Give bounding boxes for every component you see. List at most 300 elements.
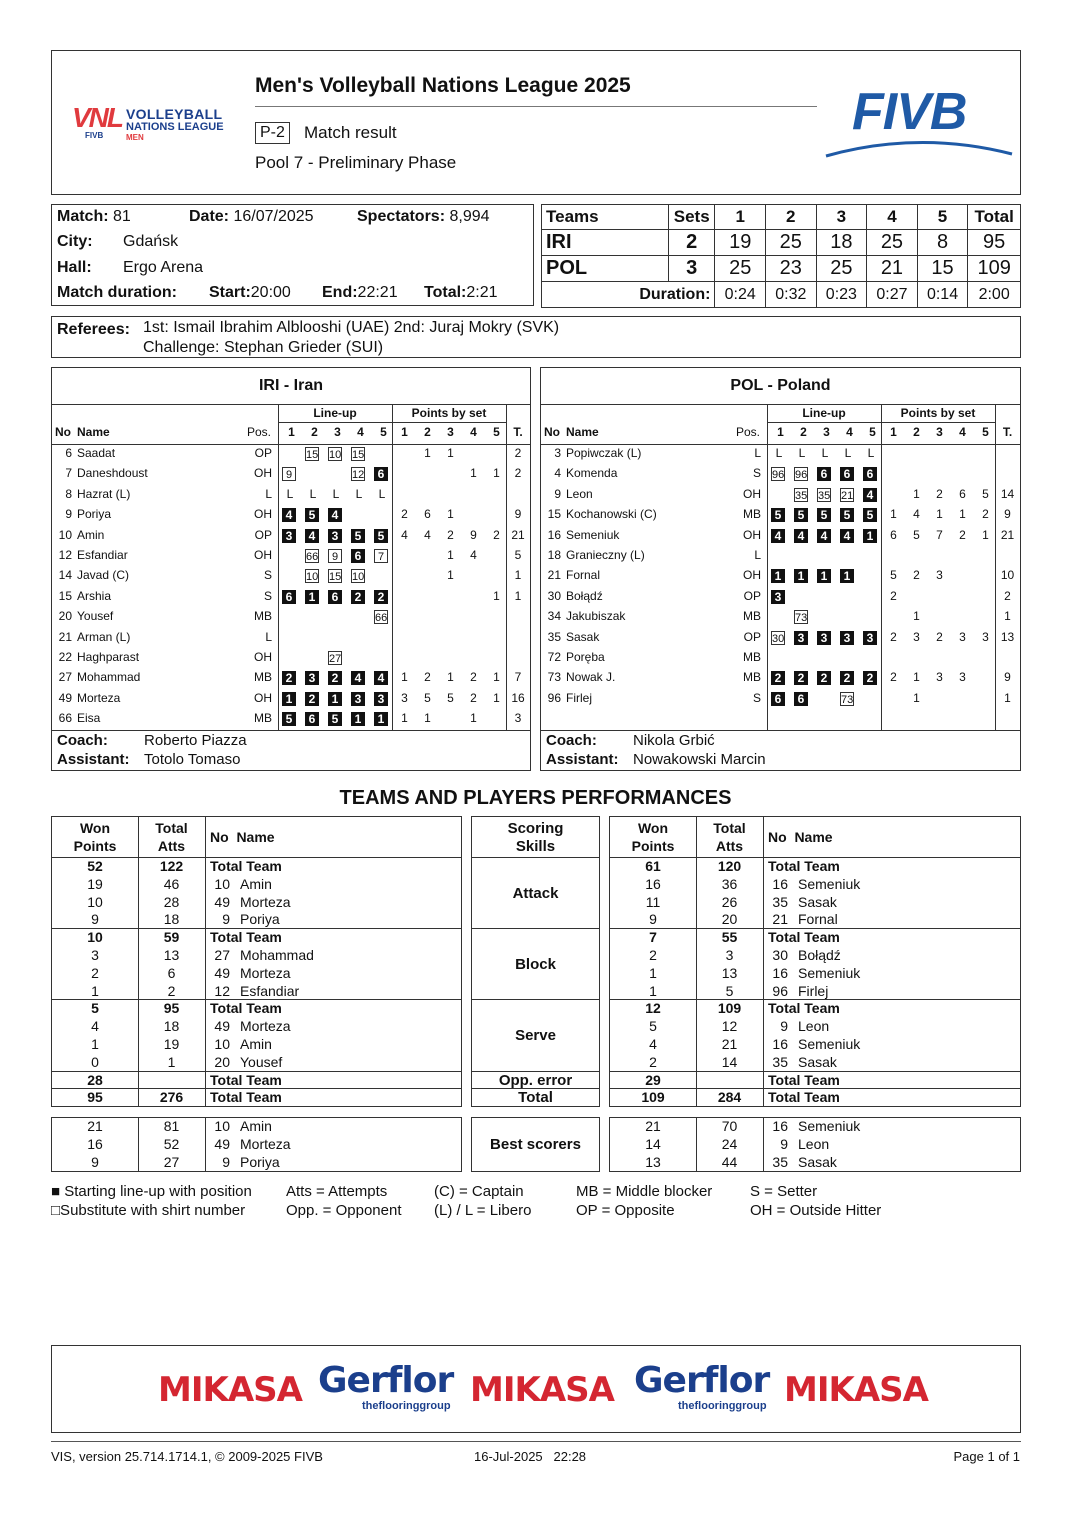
perf-block bbox=[51, 1071, 462, 1090]
perf-atts-header: Atts bbox=[157, 838, 186, 854]
perf-player-name: Amin bbox=[240, 875, 272, 892]
points-by-set: 1 bbox=[470, 466, 477, 481]
lineup-start-position: 6 bbox=[351, 549, 365, 563]
perf-col-divider bbox=[138, 1072, 206, 1089]
player-number: 22 bbox=[58, 650, 72, 664]
perf-player-name: Semeniuk bbox=[798, 964, 861, 981]
points-by-set: 2 bbox=[890, 670, 897, 685]
lineup-start-position: 2 bbox=[771, 671, 785, 685]
gerflor-logo-icon: Gerflor bbox=[634, 1360, 770, 1401]
legend-item: Opp. = Opponent bbox=[286, 1202, 402, 1219]
points-by-set: 3 bbox=[959, 670, 966, 685]
points-by-set: 1 bbox=[447, 670, 454, 685]
lineup-start-position: 3 bbox=[817, 631, 831, 645]
perf-skill-box bbox=[471, 1071, 600, 1090]
points-set-header: 4 bbox=[470, 425, 477, 439]
perf-won: 21 bbox=[645, 1118, 661, 1134]
perf-atts: 20 bbox=[721, 911, 738, 928]
perf-block bbox=[609, 857, 1021, 929]
points-by-set: 3 bbox=[401, 690, 408, 705]
perf-won: 3 bbox=[91, 946, 99, 963]
points-by-set: 1 bbox=[424, 711, 431, 726]
assistant-name: Totolo Tomaso bbox=[144, 751, 241, 768]
perf-won: 0 bbox=[91, 1053, 99, 1070]
performance-title: TEAMS AND PLAYERS PERFORMANCES bbox=[339, 787, 732, 809]
footer-printed: 16-Jul-2025 22:28 bbox=[474, 1449, 587, 1464]
lineup-start-position: 2 bbox=[817, 671, 831, 685]
legend-item: OP = Opposite bbox=[576, 1202, 675, 1219]
lineup-substitute: 30 bbox=[772, 632, 785, 645]
points-by-set: 1 bbox=[913, 486, 920, 501]
perf-block bbox=[609, 999, 1021, 1071]
points-by-set: 3 bbox=[959, 629, 966, 644]
player-number: 8 bbox=[65, 486, 72, 501]
lineup-substitute: 15 bbox=[329, 571, 342, 584]
lineup-start-position: 4 bbox=[282, 508, 296, 522]
points-by-set: 6 bbox=[890, 527, 897, 542]
perf-won: 95 bbox=[87, 1089, 103, 1106]
perf-player-number: 21 bbox=[772, 911, 788, 928]
lineup-libero: L bbox=[378, 486, 386, 501]
score-set: 21 bbox=[867, 256, 918, 282]
perf-block bbox=[51, 857, 462, 929]
perf-skill-header-box bbox=[471, 816, 600, 858]
lineup-libero: L bbox=[775, 446, 783, 460]
document-title: Men's Volleyball Nations League 2025 bbox=[255, 74, 631, 97]
lineup-start-position: 6 bbox=[840, 467, 854, 481]
lineup-substitute: 66 bbox=[306, 551, 319, 563]
perf-won: 16 bbox=[87, 1135, 103, 1152]
perf-player-number: 35 bbox=[772, 893, 788, 910]
perf-player-name: Sasak bbox=[798, 1053, 837, 1070]
perf-skill-label: Best scorers bbox=[490, 1136, 581, 1154]
fivb-logo-icon: FIVB bbox=[852, 83, 967, 141]
perf-block bbox=[51, 999, 462, 1071]
perf-won: 13 bbox=[645, 1153, 661, 1170]
perf-won: 11 bbox=[645, 893, 661, 910]
player-total: 10 bbox=[1000, 568, 1015, 583]
player-number: 14 bbox=[58, 568, 72, 583]
score-header-row bbox=[542, 205, 1021, 230]
lineup-start-position: 1 bbox=[771, 569, 785, 583]
perf-scoring-header: Scoring bbox=[507, 820, 564, 837]
perf-total-team: Total Team bbox=[210, 1089, 282, 1106]
player-number: 3 bbox=[554, 446, 561, 460]
player-total: 9 bbox=[1004, 507, 1011, 522]
lineup-start-position: 4 bbox=[305, 529, 319, 543]
player-name: Arman (L) bbox=[77, 629, 131, 644]
perf-atts: 81 bbox=[163, 1118, 180, 1134]
points-set-header: 3 bbox=[447, 425, 454, 439]
perf-won: 12 bbox=[645, 1000, 661, 1017]
score-duration-label: Duration: bbox=[542, 282, 715, 308]
perf-player-name: Yousef bbox=[240, 1053, 283, 1070]
lineup-start-position: 6 bbox=[863, 467, 877, 481]
perf-won: 1 bbox=[91, 982, 99, 999]
lineup-start-position: 1 bbox=[282, 692, 296, 706]
player-number: 16 bbox=[547, 527, 561, 542]
lineup-start-position: 4 bbox=[817, 529, 831, 543]
match-number: Match: 81 bbox=[57, 208, 131, 225]
assistant-label: Assistant: bbox=[546, 751, 619, 768]
score-set: 18 bbox=[816, 230, 867, 256]
perf-player-number: 16 bbox=[772, 1035, 788, 1052]
legend-item: OH = Outside Hitter bbox=[750, 1202, 882, 1219]
perf-player-name: Sasak bbox=[798, 893, 837, 910]
player-number: 7 bbox=[65, 466, 72, 481]
lineup-start-position: 3 bbox=[282, 529, 296, 543]
perf-atts: 122 bbox=[159, 858, 184, 874]
lineup-start-position: 2 bbox=[305, 692, 319, 706]
lineup-substitute: 9 bbox=[282, 467, 296, 481]
points-by-set: 1 bbox=[447, 446, 454, 460]
lineup-start-position: 2 bbox=[794, 671, 808, 685]
team-title: POL - Poland bbox=[541, 368, 1020, 405]
player-position: MB bbox=[254, 711, 272, 726]
perf-atts: 27 bbox=[163, 1153, 180, 1170]
player-position: OP bbox=[254, 527, 272, 542]
points-by-set: 3 bbox=[936, 670, 943, 685]
points-by-set: 1 bbox=[890, 507, 897, 522]
points-by-set: 2 bbox=[959, 527, 966, 542]
score-duration: 0:27 bbox=[867, 282, 918, 308]
legend-item: (L) / L = Libero bbox=[434, 1202, 532, 1219]
points-set-header: 4 bbox=[959, 425, 966, 439]
score-set: 25 bbox=[715, 256, 766, 282]
perf-total-header: Total bbox=[713, 820, 746, 836]
player-total: 13 bbox=[1000, 629, 1015, 644]
match-duration-label: Match duration: bbox=[57, 284, 177, 301]
match-city-label: City: bbox=[57, 233, 93, 250]
player-total: 1 bbox=[1004, 690, 1011, 705]
player-total: 9 bbox=[1004, 670, 1011, 685]
col-no-header: No bbox=[55, 425, 71, 439]
player-name: Poriya bbox=[77, 507, 112, 522]
lineup-start-position: 3 bbox=[351, 692, 365, 706]
lineup-start-position: 6 bbox=[328, 590, 342, 604]
team-roster-pol bbox=[540, 367, 1021, 771]
perf-total-team: Total Team bbox=[768, 1000, 840, 1017]
lineup-start-position: 1 bbox=[863, 529, 877, 543]
perf-skill-label: Serve bbox=[515, 1026, 556, 1044]
perf-skill-label: Block bbox=[515, 955, 556, 973]
perf-player-number: 9 bbox=[780, 1018, 788, 1035]
perf-won: 52 bbox=[87, 858, 103, 874]
perf-skill-box bbox=[471, 928, 600, 1000]
points-by-set: 1 bbox=[936, 507, 943, 522]
gerflor-tagline: theflooringgroup bbox=[362, 1400, 451, 1412]
player-position: OH bbox=[743, 527, 761, 542]
vnl-logo-line2: NATIONS LEAGUE bbox=[126, 121, 224, 133]
perf-header-box bbox=[51, 816, 462, 858]
title-rule bbox=[255, 106, 817, 107]
points-by-set: 1 bbox=[959, 507, 966, 522]
points-set-header: 2 bbox=[424, 425, 431, 439]
score-header: 1 bbox=[715, 205, 766, 230]
perf-atts-header: Atts bbox=[715, 838, 744, 854]
lineup-start-position: 5 bbox=[771, 508, 785, 522]
perf-atts: 109 bbox=[717, 1000, 742, 1017]
perf-player-name: Firlej bbox=[798, 982, 829, 999]
perf-atts: 19 bbox=[163, 1035, 180, 1052]
perf-player-name: Morteza bbox=[240, 893, 291, 910]
lineup-start-position: 4 bbox=[840, 529, 854, 543]
lineup-start-position: 4 bbox=[771, 529, 785, 543]
score-total: 95 bbox=[968, 230, 1021, 256]
perf-block bbox=[609, 1071, 1021, 1090]
score-row-pol bbox=[542, 256, 1021, 282]
lineup-libero: L bbox=[355, 486, 363, 501]
points-by-set: 5 bbox=[890, 568, 897, 583]
perf-skill-box bbox=[471, 1088, 600, 1107]
player-total: 7 bbox=[514, 670, 522, 685]
player-name: Komenda bbox=[566, 466, 618, 481]
lineup-substitute: 10 bbox=[306, 571, 319, 584]
player-position: S bbox=[752, 690, 761, 705]
score-set: 19 bbox=[715, 230, 766, 256]
player-position: MB bbox=[743, 609, 761, 624]
lineup-substitute: 15 bbox=[306, 449, 319, 461]
perf-won: 9 bbox=[91, 1153, 99, 1170]
player-name: Sasak bbox=[566, 629, 600, 644]
perf-block bbox=[609, 1088, 1021, 1107]
perf-won: 1 bbox=[649, 964, 657, 981]
lineup-start-position: 6 bbox=[305, 712, 319, 726]
mikasa-logo-icon: MIKASA bbox=[158, 1370, 302, 1410]
player-name: Jakubiszak bbox=[566, 609, 626, 624]
points-set-header: 1 bbox=[401, 425, 408, 439]
perf-atts: 44 bbox=[721, 1153, 738, 1170]
lineup-set-header: 2 bbox=[311, 425, 318, 439]
mikasa-logo-icon: MIKASA bbox=[470, 1370, 614, 1410]
lineup-set-header: 4 bbox=[846, 425, 853, 439]
perf-atts: 36 bbox=[721, 875, 738, 892]
perf-player-name: Amin bbox=[240, 1118, 272, 1134]
col-name-header: Name bbox=[77, 425, 110, 439]
perf-total-team: Total Team bbox=[210, 929, 282, 946]
header-rule bbox=[52, 444, 530, 445]
points-by-set: 2 bbox=[447, 527, 454, 542]
coach-label: Coach: bbox=[546, 732, 597, 749]
score-table bbox=[541, 204, 1021, 308]
perf-player-name: Semeniuk bbox=[798, 875, 861, 892]
perf-total-team: Total Team bbox=[768, 1089, 840, 1106]
points-by-set: 5 bbox=[424, 690, 431, 705]
perf-player-name: Semeniuk bbox=[798, 1118, 861, 1134]
lineup-start-position: 2 bbox=[840, 671, 854, 685]
lineup-substitute: 96 bbox=[772, 469, 785, 482]
vnl-logo-fivb-mark: FIVB bbox=[85, 131, 104, 140]
lineup-substitute: 9 bbox=[328, 549, 342, 563]
player-number: 21 bbox=[547, 568, 561, 583]
player-number: 73 bbox=[547, 670, 561, 685]
points-header: Points by set bbox=[881, 404, 995, 423]
perf-won: 2 bbox=[649, 946, 657, 963]
lineup-substitute: 73 bbox=[841, 693, 854, 706]
player-number: 18 bbox=[547, 548, 561, 562]
coach-rule bbox=[541, 730, 1020, 731]
player-name: Mohammad bbox=[77, 670, 141, 685]
perf-player-number: 16 bbox=[772, 964, 788, 981]
points-set-header: 5 bbox=[493, 425, 500, 439]
player-name: Bołądź bbox=[566, 588, 603, 603]
points-by-set: 2 bbox=[401, 507, 408, 522]
points-by-set: 2 bbox=[890, 629, 897, 644]
lineup-start-position: 3 bbox=[840, 631, 854, 645]
lineup-libero: L bbox=[821, 446, 829, 460]
perf-player-name: Poriya bbox=[240, 911, 280, 928]
lineup-start-position: 4 bbox=[351, 671, 365, 685]
player-number: 66 bbox=[58, 711, 72, 726]
lineup-set-header: 5 bbox=[869, 425, 876, 439]
lineup-set-header: 2 bbox=[800, 425, 807, 439]
perf-atts: 2 bbox=[167, 982, 176, 999]
gerflor-logo-icon: Gerflor bbox=[318, 1360, 454, 1401]
perf-header-box bbox=[609, 816, 1021, 858]
lineup-start-position: 4 bbox=[794, 529, 808, 543]
points-by-set: 1 bbox=[493, 466, 500, 481]
vnl-logo-line1: VOLLEYBALL bbox=[126, 106, 223, 122]
document-subtitle: Match result bbox=[304, 123, 397, 142]
lineup-substitute: 10 bbox=[352, 571, 365, 584]
perf-player-name: Fornal bbox=[798, 911, 838, 928]
perf-atts: 26 bbox=[721, 893, 738, 910]
perf-block bbox=[609, 1117, 1021, 1172]
player-total: 21 bbox=[511, 527, 525, 542]
points-by-set: 2 bbox=[470, 670, 477, 685]
lineup-start-position: 5 bbox=[351, 529, 365, 543]
perf-atts: 24 bbox=[721, 1135, 738, 1152]
lineup-set-header: 1 bbox=[288, 425, 295, 439]
perf-skill-box bbox=[471, 1117, 600, 1172]
points-by-set: 1 bbox=[913, 609, 920, 624]
lineup-header: Line-up bbox=[278, 404, 392, 423]
score-set: 15 bbox=[917, 256, 968, 282]
player-position: L bbox=[754, 446, 761, 460]
lineup-substitute: 66 bbox=[375, 612, 388, 625]
lineup-libero: L bbox=[286, 486, 294, 501]
lineup-libero: L bbox=[798, 446, 806, 460]
player-number: 27 bbox=[58, 670, 72, 685]
points-by-set: 2 bbox=[982, 507, 989, 522]
perf-player-number: 12 bbox=[214, 982, 230, 999]
player-name: Daneshdoust bbox=[77, 466, 148, 481]
perf-atts: 21 bbox=[721, 1035, 738, 1052]
points-by-set: 3 bbox=[913, 629, 920, 644]
score-team: POL bbox=[542, 256, 669, 282]
perf-won-header: Won bbox=[79, 820, 111, 836]
points-by-set: 2 bbox=[890, 588, 897, 603]
perf-player-number: 9 bbox=[222, 1153, 230, 1170]
document-code: P-2 bbox=[255, 122, 290, 144]
legend-item: S = Setter bbox=[750, 1183, 818, 1200]
player-position: MB bbox=[743, 650, 761, 664]
perf-player-name: Leon bbox=[798, 1135, 830, 1152]
perf-player-number: 27 bbox=[214, 946, 230, 963]
perf-skill-box bbox=[471, 999, 600, 1071]
perf-total-header: Total bbox=[155, 820, 188, 836]
perf-player-number: 16 bbox=[772, 1118, 788, 1134]
lineup-start-position: 3 bbox=[305, 671, 319, 685]
match-hall: Ergo Arena bbox=[123, 259, 204, 276]
score-duration: 0:23 bbox=[816, 282, 867, 308]
perf-player-number: 10 bbox=[214, 1118, 230, 1134]
player-total: 1 bbox=[514, 568, 522, 583]
legend-item: MB = Middle blocker bbox=[576, 1183, 713, 1200]
lineup-start-position: 2 bbox=[374, 590, 388, 604]
footer-page: Page 1 of 1 bbox=[953, 1449, 1020, 1464]
points-by-set: 4 bbox=[913, 507, 920, 522]
points-set-header: 1 bbox=[890, 425, 897, 439]
vnl-logo-line3: MEN bbox=[126, 133, 144, 142]
player-name: Kochanowski (C) bbox=[566, 507, 657, 522]
lineup-start-position: 1 bbox=[817, 569, 831, 583]
lineup-start-position: 2 bbox=[282, 671, 296, 685]
lineup-substitute: 35 bbox=[818, 489, 831, 502]
player-position: OH bbox=[254, 690, 272, 705]
lineup-start-position: 1 bbox=[374, 712, 388, 726]
player-total: 16 bbox=[511, 690, 525, 705]
perf-col-divider bbox=[696, 1072, 764, 1089]
player-number: 15 bbox=[547, 507, 561, 522]
perf-atts: 13 bbox=[721, 964, 738, 981]
score-header: Teams bbox=[542, 205, 669, 230]
col-name-header: Name bbox=[566, 425, 599, 439]
points-by-set: 1 bbox=[913, 690, 920, 705]
points-by-set: 1 bbox=[447, 507, 454, 522]
score-header: Total bbox=[968, 205, 1021, 230]
player-total: 5 bbox=[514, 548, 522, 562]
points-by-set: 6 bbox=[959, 486, 966, 501]
coach-name: Nikola Grbić bbox=[633, 732, 715, 749]
points-header: Points by set bbox=[392, 404, 506, 423]
perf-won: 5 bbox=[91, 1000, 99, 1017]
player-position: OH bbox=[254, 650, 272, 664]
points-by-set: 1 bbox=[493, 588, 500, 603]
player-name: Haghparast bbox=[77, 650, 140, 664]
player-name: Yousef bbox=[77, 609, 114, 624]
player-position: OH bbox=[743, 486, 761, 501]
perf-won: 19 bbox=[87, 875, 103, 892]
perf-total-team: Total Team bbox=[768, 1071, 840, 1088]
lineup-start-position: 1 bbox=[328, 692, 342, 706]
player-name: Nowak J. bbox=[566, 670, 616, 685]
player-number: 96 bbox=[547, 690, 561, 705]
assistant-name: Nowakowski Marcin bbox=[633, 751, 766, 768]
lineup-substitute: 15 bbox=[352, 449, 365, 461]
points-by-set: 2 bbox=[936, 629, 943, 644]
perf-atts: 52 bbox=[163, 1135, 180, 1152]
fivb-swoosh-icon bbox=[824, 136, 1014, 160]
perf-atts: 70 bbox=[721, 1118, 738, 1134]
perf-won: 2 bbox=[91, 964, 99, 981]
perf-atts: 5 bbox=[725, 982, 734, 999]
lineup-start-position: 6 bbox=[374, 467, 388, 481]
player-name: Fornal bbox=[566, 568, 601, 583]
lineup-substitute: 12 bbox=[352, 469, 365, 482]
lineup-substitute: 27 bbox=[329, 653, 342, 665]
perf-player-name: Amin bbox=[240, 1035, 272, 1052]
perf-player-number: 49 bbox=[214, 964, 230, 981]
points-by-set: 5 bbox=[982, 486, 989, 501]
player-name: Poręba bbox=[566, 650, 605, 664]
player-name: Popiwczak (L) bbox=[566, 446, 642, 460]
match-date: Date: 16/07/2025 bbox=[189, 208, 314, 225]
points-by-set: 3 bbox=[982, 629, 989, 644]
footer-rule bbox=[51, 1441, 1021, 1442]
coach-name: Roberto Piazza bbox=[144, 732, 247, 749]
perf-player-number: 9 bbox=[780, 1135, 788, 1152]
